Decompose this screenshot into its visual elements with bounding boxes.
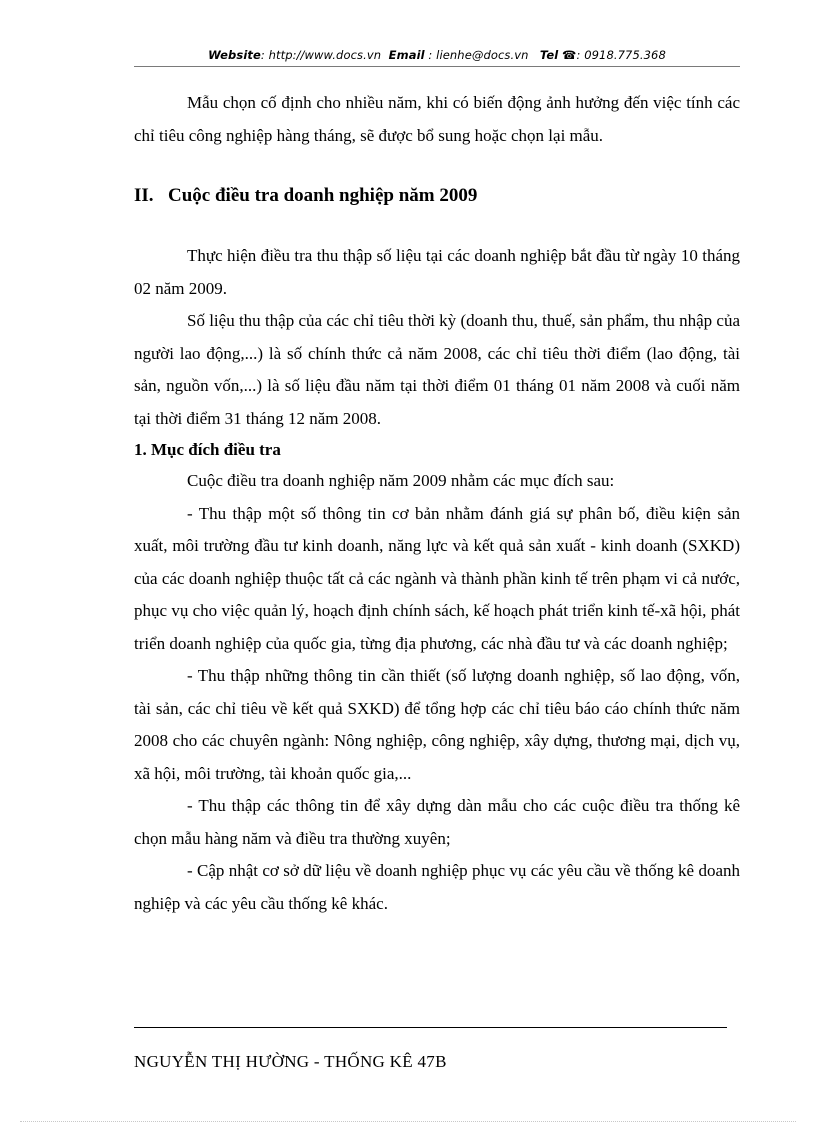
header-divider <box>134 66 740 67</box>
email-label: Email <box>388 48 425 62</box>
paragraph-purpose-4: - Cập nhật cơ sở dữ liệu về doanh nghiệp phục vụ các yêu cầu về thống kê doanh nghiệp và các yêu cầu thống kê khác. <box>134 861 740 913</box>
paragraph-purpose-intro: Cuộc điều tra doanh nghiệp năm 2009 nhằm các mục đích sau: <box>187 471 615 490</box>
paragraph-start-date: Thực hiện điều tra thu thập số liệu tại các doanh nghiệp bắt đầu từ ngày 10 tháng 02 năm 2009. <box>134 246 740 298</box>
section-number: II. <box>134 185 154 206</box>
section-heading <box>134 180 740 212</box>
subsection-heading: 1. Mục đích điều tra <box>134 440 281 459</box>
phone-icon: ☎ <box>562 48 577 62</box>
page-bottom-border <box>20 1121 796 1122</box>
section-title: Cuộc điều tra doanh nghiệp năm 2009 <box>168 185 478 206</box>
page-header <box>134 48 740 62</box>
paragraph-purpose-1: - Thu thập một số thông tin cơ bản nhằm đánh giá sự phân bố, điều kiện sản xuất, môi trường đầu tư kinh doanh, năng lực và kết quả sản xuất - kinh doanh (SXKD) của các doanh nghiệp thuộc tất cả các ngành và thành phần kinh tế trên phạm vi cả nước, phục vụ cho việc quản lý, hoạch định chính sách, kế hoạch phát triển kinh tế-xã hội, phát triển doanh nghiệp của quốc gia, từng địa phương, các nhà đầu tư và các doanh nghiệp; <box>134 503 740 653</box>
document-body <box>134 87 740 920</box>
footer-divider <box>134 1027 727 1028</box>
footer-author: NGUYỄN THỊ HƯỜNG - THỐNG KÊ 47B <box>134 1052 447 1071</box>
paragraph-data-period: Số liệu thu thập của các chỉ tiêu thời kỳ (doanh thu, thuế, sản phẩm, thu nhập của người lao động,...) là số chính thức cả năm 2008, các chỉ tiêu thời điểm (lao động, tài sản, nguồn vốn,...) là số liệu đầu năm tại thời điểm 01 tháng 01 năm 2008 và cuối năm tại thời điểm 31 tháng 12 năm 2008. <box>134 311 740 428</box>
website-value[interactable]: : http://www.docs.vn <box>260 48 382 62</box>
paragraph-purpose-3: - Thu thập các thông tin để xây dựng dàn mẫu cho các cuộc điều tra thống kê chọn mẫu hàng năm và điều tra thường xuyên; <box>134 796 740 848</box>
tel-value: : 0918.775.368 <box>576 48 666 62</box>
paragraph-purpose-2: - Thu thập những thông tin cần thiết (số lượng doanh nghiệp, số lao động, vốn, tài sản, các chỉ tiêu về kết quả SXKD) để tổng hợp các chỉ tiêu báo cáo chính thức năm 2008 cho các chuyên ngành: Nông nghiệp, công nghiệp, xây dựng, thương mại, dịch vụ, xã hội, môi trường, tài khoản quốc gia,... <box>134 666 740 783</box>
email-value[interactable]: : lienhe@docs.vn <box>428 48 529 62</box>
website-label: Website <box>208 48 261 62</box>
tel-label: Tel <box>539 48 559 62</box>
intro-paragraph: Mẫu chọn cố định cho nhiều năm, khi có biến động ảnh hưởng đến việc tính các chỉ tiêu công nghiệp hàng tháng, sẽ được bổ sung hoặc chọn lại mẫu. <box>134 93 740 145</box>
